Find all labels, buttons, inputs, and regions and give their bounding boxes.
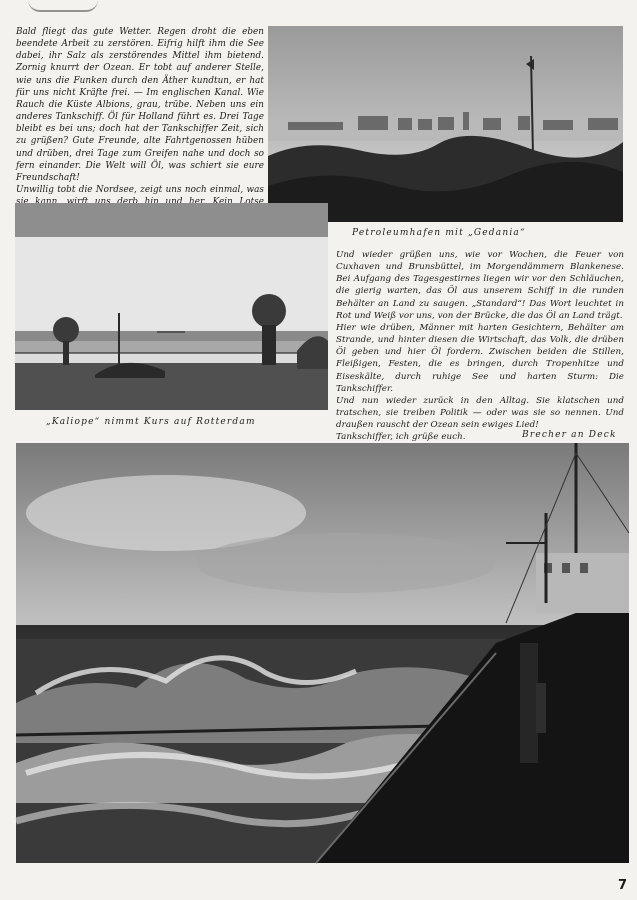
page-number: 7 bbox=[617, 878, 627, 893]
photo-petroleum-harbor bbox=[268, 26, 623, 222]
top-scan-mark bbox=[28, 0, 98, 12]
article-text-left-column: Bald fliegt das gute Wetter. Regen droht die eben beendete Arbeit zu zerstören. Eifrig hilft ihm die See dabei, ihr Salz als zerstörendes Mittel ihm bietend. Zornig knurrt der Ozean. Er tobt auf anderer Stelle, wie uns die Funken durch den Äther kundtun, er hat für uns nicht Kräfte frei. — Im englischen Kanal. Wie Rauch die Küste Albions, grau, trübe. Neben uns ein anderes Tankschiff. Öl für Holland führt es. Drei Tage bleibt es bei uns; doch hat der Tankschiffer Zeit, sich zu grüßen? Gute Freunde, alte Fahrtgenossen hüben und drüben, drei Tage zum Greifen nahe und doch so fern einander. Die Welt will Öl, was schiert sie eure Freundschaft! Unwillig tobt die Nordsee, zeigt uns noch einmal, was bbox=[16, 27, 264, 196]
photo-brecher-an-deck bbox=[16, 443, 629, 863]
caption-petroleum-harbor: Petroleumhafen mit „Gedania“ bbox=[352, 228, 526, 238]
caption-kaliope: „Kaliope“ nimmt Kurs auf Rotterdam bbox=[46, 417, 256, 427]
article-text-right-column: Und wieder grüßen uns, wie vor Wochen, die Feuer von Cuxhaven und Brunsbüttel, im Morgendämmern Blankenese. Bei Aufgang des Tagesgestirnes liegen wir vor den Schläuchen, die gierig warten, das Öl aus unserem Schiff in die runden Behälter an Land zu saugen. „Standard“! Das Wort leuchtet in Rot und Weiß vor uns, von der Brücke, die das Öl an Land trägt. Hier wie drüben, Männer mit harten Gesichtern, Behälter am Strande, und hinter diesen die Wirtschaft, das Volk, die drüben Öl geben und hier Öl fordern. Zwischen beiden die Stillen, Fleißigen, Festen, die es bringen, durch Tropenhitze und Eiseskälte, durch ruhige See und harten Sturm: Die Tankschiffer. Und nun wieder zurück in den Alltag. Sie klatschen und tratschen, sie treiben Politik — oder was sie so nennen. Und draußen rauscht der Ozean sein ewiges Lied! Tankschiffer, ich grüße euch. bbox=[336, 250, 624, 443]
caption-brecher-an-deck: Brecher an Deck bbox=[522, 430, 617, 440]
photo-kaliope-deck bbox=[15, 203, 328, 410]
